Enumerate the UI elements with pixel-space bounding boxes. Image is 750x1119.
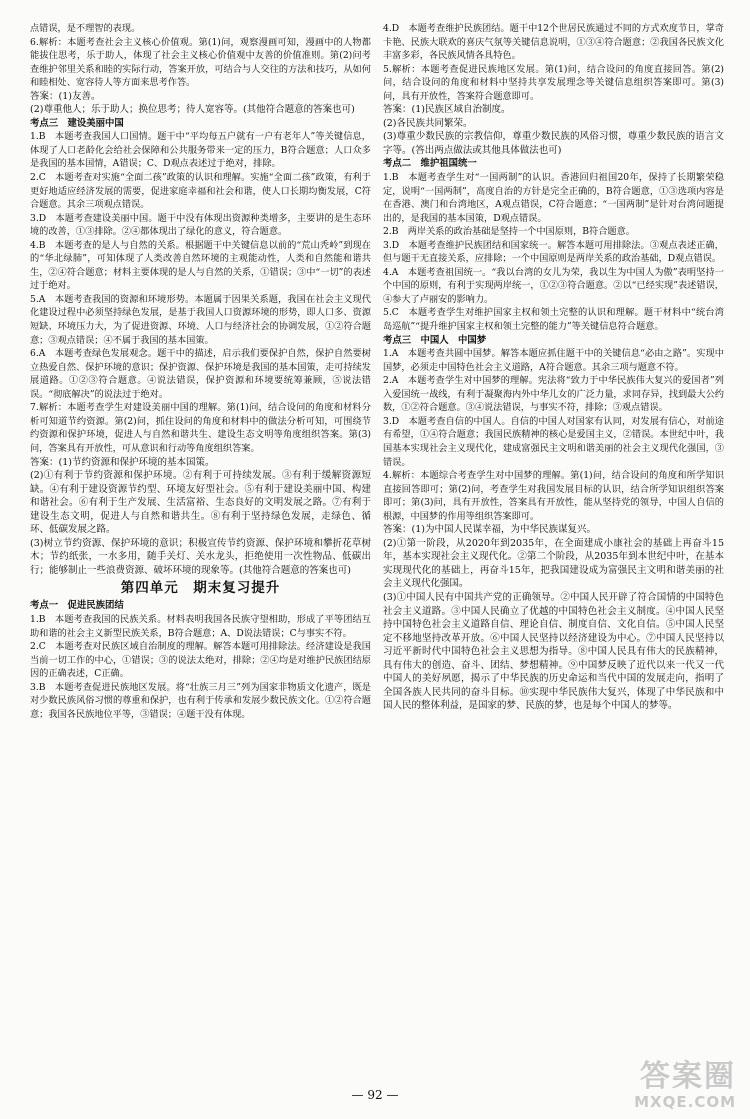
left-column: [30, 22, 371, 1074]
question-explanation: 4.解析：本题综合考查学生对中国梦的理解。第(1)问，结合设问的角度和所学知识直接回答即可；第(2)问，考查学生对我国发展目标的认识，结合所学知识组织答案即可；第(3)问，具有开放性，答案具有开放性，能从坚持党的领导，中国人自信的根源，中国梦的作用等组织答案即可。: [383, 470, 724, 522]
answer-text: (2)①第一阶段，从2020年到2035年，在全面建成小康社会的基础上再奋斗15年，基本实现社会主义现代化。②第二个阶段，从2035年到本世纪中叶，在基本实现现代化的基础上，再奋斗15年，把我国建设成为富强民主文明和谐美丽的社会主义现代化强国。: [383, 537, 724, 590]
section-heading: 考点二 维护祖国统一: [383, 158, 477, 170]
answer-text: 答案：(1)友善。: [30, 90, 101, 102]
question-explanation: 3.D 本题考查建设美丽中国。题干中没有体现出资源种类增多，主要讲的是生态环境的改善，①③排除。②④都体现出了绿化的意义，符合题意。: [30, 212, 371, 238]
question-explanation: 3.B 本题考查促进民族地区发展。将“壮族三月三”列为国家非物质文化遗产，既是对少数民族风俗习惯的尊重和保护，也有利于传承和发展少数民族文化。①②符合题意；我国各民族地位平等，③错误；④题干没有体现。: [30, 681, 371, 720]
question-explanation: 1.B 本题考查我国人口国情。题干中“平均每五户就有一户有老年人”等关键信息，体现了人口老龄化会给社会保障和公共服务带来一定的压力，B符合题意；人口众多是我国的基本国情，A错误；C、D观点表述过于绝对，排除。: [30, 131, 371, 170]
question-explanation: 2.C 本题考查对民族区域自治制度的理解。解答本题可用排除法。经济建设是我国当前一切工作的中心，①错误；③的说法太绝对，排除；②④均是对维护民族团结原因的正确表述，C正确。: [30, 641, 371, 680]
answer-page: [30, 22, 724, 1074]
unit-heading: 第四单元 期末复习提升: [120, 580, 281, 597]
question-explanation: 1.A 本题考查共圆中国梦。解答本题应抓住题干中的关键信息“必由之路”。实现中国梦，必须走中国特色社会主义道路，A符合题意。其余三项与题意不符。: [383, 348, 724, 373]
question-explanation: 5.C 本题考查学生对维护国家主权和领土完整的认识和理解。题干材料中“统台湾岛巡航”“提升维护国家主权和领土完整的能力”等关键信息符合题意。: [383, 307, 724, 333]
question-explanation: 2.B 两岸关系的政治基础是坚持一个中国原则，B符合题意。: [383, 226, 635, 238]
question-explanation: 6.解析：本题考查社会主义核心价值观。第(1)问，观察漫画可知，漫画中的人物都能拔住思考，乐于助人，体现了社会主义核心价值观中友善的价值准则。第(2)问考查维护邻里关系和睦的实际行动，答案开放，可结合与人交往的方法和技巧，从如何和睦相处、宽容待人等方面来思考作答。: [30, 36, 371, 89]
right-column: [383, 22, 724, 1074]
question-explanation: 点错误，是不理智的表现。: [30, 23, 141, 34]
answer-text: (2)①有利于节约资源和保护环境。②有利于可持续发展。③有利于缓解资源短缺。④有利于建设资源节约型、环境友好型社会。⑤有利于建设美丽中国、构建和谐社会。⑥有利于生产发展、生活富裕、生态良好的文明发展之路。⑦有利于建设生态文明，促进人与自然和谐共生。⑧有利于坚持绿色发展，走绿色、循环、低碳发展之路。: [30, 470, 371, 536]
answer-text: (3)①中国人民有中国共产党的正确领导。②中国人民开辟了符合国情的中国特色社会主义道路。③中国人民确立了优越的中国特色社会主义制度。④中国人民坚持中国特色社会主义道路自信、理论自信、制度自信、文化自信。⑤中国人民坚定不移地坚持改革开放。⑥中国人民坚持以经济建设为中心。⑦中国人民坚持以习近平新时代中国特色社会主义思想为指导。⑧中国人民具有伟大的民族精神，具有伟大的创造、奋斗、团结、梦想精神。⑨中国梦反映了近代以来一代又一代中国人的美好夙愿，揭示了中华民族的历史命运和当代中国的发展走向，指明了全国各族人民共同的奋斗目标。⑩实现中华民族伟大复兴，体现了中华民族和中国人民的整体利益，是国家的梦、民族的梦，也是每个中国人的梦等。: [383, 591, 724, 712]
question-explanation: 3.D 本题考查维护民族团结和国家统一。解答本题可用排除法。③观点表述正确，但与题干无直接关系，应排除；一个中国原则是两岸关系的政治基础，D观点错误。: [383, 239, 724, 265]
answer-text: 答案：(1)民族区域自治制度。: [383, 104, 511, 116]
answer-text: (2)各民族共同繁荣。: [383, 117, 473, 129]
question-explanation: 3.D 本题考查自信的中国人。自信的中国人对国家有认同，对发展有信心，对前途有希望，①④符合题意；我国民族精神的核心是爱国主义，②错误。本世纪中叶，我国基本实现社会主义现代化，建成富强民主文明和谐美丽的社会主义现代化强国，③错误。: [383, 415, 724, 468]
watermark-logo: [586, 1061, 736, 1113]
question-explanation: 7.解析：本题考查学生对建设美丽中国的理解。第(1)问，结合设问的角度和材料分析可知道节约资源。第(2)问，抓住设问的角度和材料中的做法分析可知，可围绕节约资源和保护环境，促进人与自然和谐共生、建设生态文明等角度组织答案。第(3)问，答案具有开放性，可从意识和行动等角度组织答案。: [30, 402, 371, 454]
question-explanation: 1.B 本题考查学生对“一国两制”的认识。香港回归祖国20年，保持了长期繁荣稳定，说明“一国两制”，高度自治的方针是完全正确的，B符合题意，①③选项内容是在香港、澳门和台湾地区，A观点错误，C符合题意；“一国两制”是针对台湾问题提出的，是我国的基本国策，D观点错误。: [383, 172, 724, 224]
watermark-logo-text: 答案圈: [640, 1059, 736, 1094]
question-explanation: 4.D 本题考查维护民族团结。题干中12个世居民族通过不同的方式欢度节日，掌奇卡艳、民族大联欢的喜庆气氛等关键信息说明，①③④符合题意；②我国各民族文化丰富多彩，各民族风情各具特色。: [383, 23, 724, 62]
answer-text: (3)树立节约资源、保护环境的意识；积极宣传节约资源、保护环境和攀折花草树木；节约纸张，一水多用，随手关灯、关水龙头，拒绝使用一次性物品、低碳出行；能够制止一些浪费资源、破坏环境的现象等。(其他符合题意的答案也可): [30, 537, 371, 576]
question-explanation: 2.A 本题考查学生对中国梦的理解。宪法将“致力于中华民族伟大复兴的爱国者”列入爱国统一战线，有利于凝聚海内外中华儿女的广泛力量，求同存异，找到最大公约数，①②符合题意。③④说法错误，与事实不符，排除；③观点错误。: [383, 375, 724, 414]
question-explanation: 1.B 本题考查我国的民族关系。材料表明我国各民族守望相助，形成了平等团结互助和谐的社会主义新型民族关系，B符合题意；A、D说法错误；C与事实不符。: [30, 613, 371, 639]
watermark-url: MXQE.COM: [634, 1093, 736, 1111]
question-explanation: 2.C 本题考查对实施“全面二孩”政策的认识和理解。实施“全面二孩”政策，有利于更好地适应经济发展的需要，促进家庭幸福和社会和谐，使人口长期均衡发展，C符合题意。其余三项观点错误。: [30, 172, 371, 211]
answer-text: (2)尊重他人；乐于助人；换位思考；待人宽容等。(其他符合题意的答案也可): [30, 104, 355, 116]
section-heading: 考点一 促进民族团结: [30, 600, 124, 612]
page-number: — 92 —: [351, 1088, 399, 1102]
section-heading: 考点三 建设美丽中国: [30, 117, 124, 129]
question-explanation: 6.A 本题考查绿色发展观念。题干中的描述，启示我们要保护自然，保护自然要树立热爱自然、保护环境的意识；保护资源、保护环境是我国的基本国策，走可持续发展道路。①②③符合题意。④说法错误，保护资源和环境要统筹兼顾，⑤说法错误。“彻底解决”的说法过于绝对。: [30, 348, 371, 400]
question-explanation: 5.解析：本题考查促进民族地区发展。第(1)问，结合设问的角度直接回答。第(2)问，结合设问的角度和材料中坚持共享发展理念等关键信息组织答案即可。第(3)问，具有开放性，答案符合题意即可。: [383, 63, 724, 102]
question-explanation: 5.A 本题考查我国的资源和环境形势。本题属于因果关系题，我国在社会主义现代化建设过程中必须坚持绿色发展，是基于我国人口资源环境的形势，即人口多、资源短缺、环境压力大，为了促进资源、环境、人口与经济社会的协调发展，①②符合题意；③观点错误；④不属于我国的基本国策。: [30, 293, 371, 346]
answer-text: (3)尊重少数民族的宗教信仰，尊重少数民族的风俗习惯，尊重少数民族的语言文字等。(答出两点做法或其他具体做法也可): [383, 131, 724, 156]
section-heading: 考点三 中国人 中国梦: [383, 334, 487, 346]
answer-text: 答案：(1)节约资源和保护环境的基本国策。: [30, 456, 215, 468]
question-explanation: 4.B 本题考查的是人与自然的关系。根据题干中关键信息以前的“荒山秃岭”到现在的“华北绿肺”，可知体现了人类改善自然环境的主观能动性，人类和自然能和谐共生，②④符合题意；材料主要体现的是人与自然的关系，①错误；③中“一切”的表述过于绝对。: [30, 239, 371, 292]
question-explanation: 4.A 本题考查祖国统一。“我以台湾的女儿为荣，我以生为中国人为傲”表明坚持一个中国的原则，有利于实现两岸统一，①②③符合题意。②以“已经实现”表述错误，④参大了卢丽安的影响力。: [383, 266, 724, 305]
answer-text: 答案：(1)为中国人民谋幸福，为中华民族谋复兴。: [383, 524, 596, 536]
